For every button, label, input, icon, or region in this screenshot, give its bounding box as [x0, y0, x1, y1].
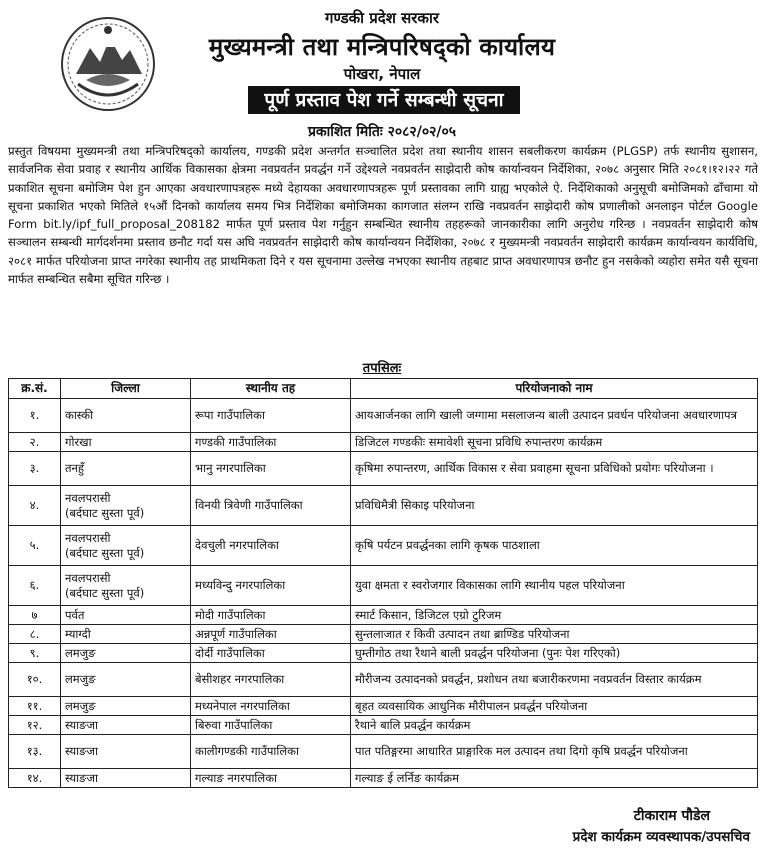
signatory-title: प्रदेश कार्यक्रम व्यवस्थापक/उपसचिव	[572, 829, 750, 845]
table-header-row	[9, 379, 758, 399]
row-sn: २.	[9, 433, 61, 452]
project-table	[8, 378, 758, 788]
row-sn: १०.	[9, 663, 61, 697]
notice-title: पूर्ण प्रस्ताव पेश गर्ने सम्बन्धी सूचना	[248, 86, 520, 114]
row-district: लमजुङ	[61, 663, 191, 697]
row-local-level: विनयी त्रिवेणी गाउँपालिका	[191, 486, 351, 526]
row-district: स्याङजा	[61, 735, 191, 769]
row-project-name: बृहत व्यवसायिक आधुनिक मौरीपालन प्रवर्द्धन परियोजना	[351, 697, 758, 716]
row-sn: ३.	[9, 452, 61, 486]
row-district: स्याङजा	[61, 769, 191, 788]
row-local-level: देवचुली नगरपालिका	[191, 526, 351, 566]
row-local-level: मध्यविन्दु नगरपालिका	[191, 566, 351, 606]
row-district: नवलपरासी (बर्दघाट सुस्ता पूर्व)	[61, 526, 191, 566]
row-project-name: कृषि पर्यटन प्रवर्द्धनका लागि कृषक पाठशाला	[351, 526, 758, 566]
published-date: प्रकाशित मितिः २०८२/०२/०५	[307, 124, 457, 140]
details-heading: तपसिलः	[362, 361, 402, 376]
row-district: नवलपरासी (बर्दघाट सुस्ता पूर्व)	[61, 486, 191, 526]
row-district: तनहुँ	[61, 452, 191, 486]
row-project-name: कृषिमा रुपान्तरण, आर्थिक विकास र सेवा प्रवाहमा सूचना प्रविधिको प्रयोगः परियोजना ।	[351, 452, 758, 486]
table-row	[9, 486, 758, 526]
signatory-name: टीकाराम पौडेल	[633, 808, 710, 824]
row-project-name: घुम्तीगोठ तथा रैथाने बाली प्रवर्द्धन परियोजना (पुनः पेश गरिएको)	[351, 644, 758, 663]
table-row	[9, 644, 758, 663]
row-local-level: भानु नगरपालिका	[191, 452, 351, 486]
signature-block	[573, 806, 750, 848]
table-row	[9, 716, 758, 735]
row-local-level: रूपा गाउँपालिका	[191, 399, 351, 433]
header-district: जिल्ला	[61, 379, 191, 399]
row-local-level: गल्याङ नगरपालिका	[191, 769, 351, 788]
notice-body: प्रस्तुत विषयमा मुख्यमन्त्री तथा मन्त्रिपरिषद्को कार्यालय, गण्डकी प्रदेश अन्तर्गत सञ्चालित प्रदेश तथा स्थानीय शासन सबलीकरण कार्यक्रम (PLGSP) तर्फ स्थानीय सुशासन, सार्वजनिक सेवा प्रवाह र स्थानीय आर्थिक विकासका क्षेत्रमा नवप्रवर्तन प्रवर्द्धन गर्ने उद्देश्यले नवप्रवर्तन साझेदारी कोष कार्यान्वयन निर्देशिका, २०७८ अनुसार मिति २०८१।१२।२२ गते प्रकाशित सूचना बमोजिम पेश हुन आएका अवधारणापत्रहरू मध्ये देहायका अवधारणापत्रहरू पूर्ण प्रस्तावका लागि ग्राह्य भएकोले ऐ. निर्देशिकाको अनुसूची बमोजिमको ढाँचामा यो सूचना प्रकाशित भएको मितिले १५औं दिनको कार्यालय समय भित्र निर्देशिका बमोजिमका कागजात संलग्न राखि नवप्रवर्तन साझेदारी कोष प्रणालीको अनलाइन पोर्टल Google Form bit.ly/ipf_full_proposal_208182 मार्फत पूर्ण प्रस्ताव पेश गर्नुहुन सम्बन्धित स्थानीय तहहरूको जानकारीका लागि अनुरोध गरिन्छ । नवप्रवर्तन साझेदारी कोष सञ्चालन सम्बन्धी मार्गदर्शनमा प्रस्ताव छनौट गर्दा यस अघि नवप्रवर्तन साझेदारी कोष कार्यान्वयन निर्देशिका, २०७८ र मुख्यमन्त्री नवप्रवर्तन साझेदारी कार्यक्रम कार्यान्वयन कार्यविधि, २०८१ मार्फत परियोजना प्राप्त नगरेका स्थानीय तह प्राथमिकता दिने र यस सूचनामा उल्लेख नभएका स्थानीय तहबाट प्राप्त अवधारणापत्र छनौट हुन नसकेको व्यहोरा समेत यसै सूचना मार्फत सम्बन्धित सबैमा सूचित गरिन्छ ।	[8, 144, 758, 287]
row-local-level: गण्डकी गाउँपालिका	[191, 433, 351, 452]
row-district: पर्वत	[61, 606, 191, 625]
table-row	[9, 606, 758, 625]
header-sn: क्र.सं.	[9, 379, 61, 399]
row-district: लमजुङ	[61, 644, 191, 663]
row-sn: ५.	[9, 526, 61, 566]
row-sn: १.	[9, 399, 61, 433]
row-sn: ९.	[9, 644, 61, 663]
row-district: स्याङजा	[61, 716, 191, 735]
table-row	[9, 769, 758, 788]
row-sn: १३.	[9, 735, 61, 769]
row-project-name: आयआर्जनका लागि खाली जग्गामा मसलाजन्य बाली उत्पादन प्रवर्धन परियोजना अवधारणापत्र	[351, 399, 758, 433]
office-location: पोखरा, नेपाल	[343, 65, 421, 83]
table-row	[9, 566, 758, 606]
row-local-level: मोदी गाउँपालिका	[191, 606, 351, 625]
office-name: मुख्यमन्त्री तथा मन्त्रिपरिषद्को कार्यालय	[208, 33, 556, 61]
table-row	[9, 625, 758, 644]
government-name: गण्डकी प्रदेश सरकार	[325, 9, 439, 27]
row-local-level: दोर्दी गाउँपालिका	[191, 644, 351, 663]
row-local-level: बिरुवा गाउँपालिका	[191, 716, 351, 735]
table-row	[9, 433, 758, 452]
row-local-level: मध्यनेपाल नगरपालिका	[191, 697, 351, 716]
row-project-name: स्मार्ट किसान, डिजिटल एग्रो टुरिजम	[351, 606, 758, 625]
row-project-name: युवा क्षमता र स्वरोजगार विकासका लागि स्थानीय पहल परियोजना	[351, 566, 758, 606]
row-district: नवलपरासी (बर्दघाट सुस्ता पूर्व)	[61, 566, 191, 606]
row-local-level: अन्नपूर्ण गाउँपालिका	[191, 625, 351, 644]
table-row	[9, 697, 758, 716]
row-project-name: सुन्तलाजात र किवी उत्पादन तथा ब्राण्डिड परियोजना	[351, 625, 758, 644]
row-district: गोरखा	[61, 433, 191, 452]
row-sn: १४.	[9, 769, 61, 788]
header-local-level: स्थानीय तह	[191, 379, 351, 399]
header-project-name: परियोजनाको नाम	[351, 379, 758, 399]
row-sn: ४.	[9, 486, 61, 526]
row-local-level: बेसीशहर नगरपालिका	[191, 663, 351, 697]
row-sn: ८.	[9, 625, 61, 644]
table-row	[9, 663, 758, 697]
row-district: म्याग्दी	[61, 625, 191, 644]
row-project-name: प्रविधिमैत्री सिकाइ परियोजना	[351, 486, 758, 526]
table-row	[9, 452, 758, 486]
row-project-name: पात पतिङ्गरमा आधारित प्राङ्गारिक मल उत्पादन तथा दिगो कृषि प्रवर्द्धन परियोजना	[351, 735, 758, 769]
table-row	[9, 526, 758, 566]
row-project-name: रैथाने बालि प्रवर्द्धन कार्यक्रम	[351, 716, 758, 735]
row-sn: ६.	[9, 566, 61, 606]
row-district: लमजुङ	[61, 697, 191, 716]
table-row	[9, 735, 758, 769]
row-project-name: गल्याङ ई लर्निङ कार्यक्रम	[351, 769, 758, 788]
table-row	[9, 399, 758, 433]
row-local-level: कालीगण्डकी गाउँपालिका	[191, 735, 351, 769]
row-district: कास्की	[61, 399, 191, 433]
row-sn: ११.	[9, 697, 61, 716]
row-sn: १२.	[9, 716, 61, 735]
row-project-name: मौरीजन्य उत्पादनको प्रवर्द्धन, प्रशोधन तथा बजारीकरणमा नवप्रवर्तन विस्तार कार्यक्रम	[351, 663, 758, 697]
row-sn: ७	[9, 606, 61, 625]
row-project-name: डिजिटल गण्डकीः समावेशी सूचना प्रविधि रुपान्तरण कार्यक्रम	[351, 433, 758, 452]
